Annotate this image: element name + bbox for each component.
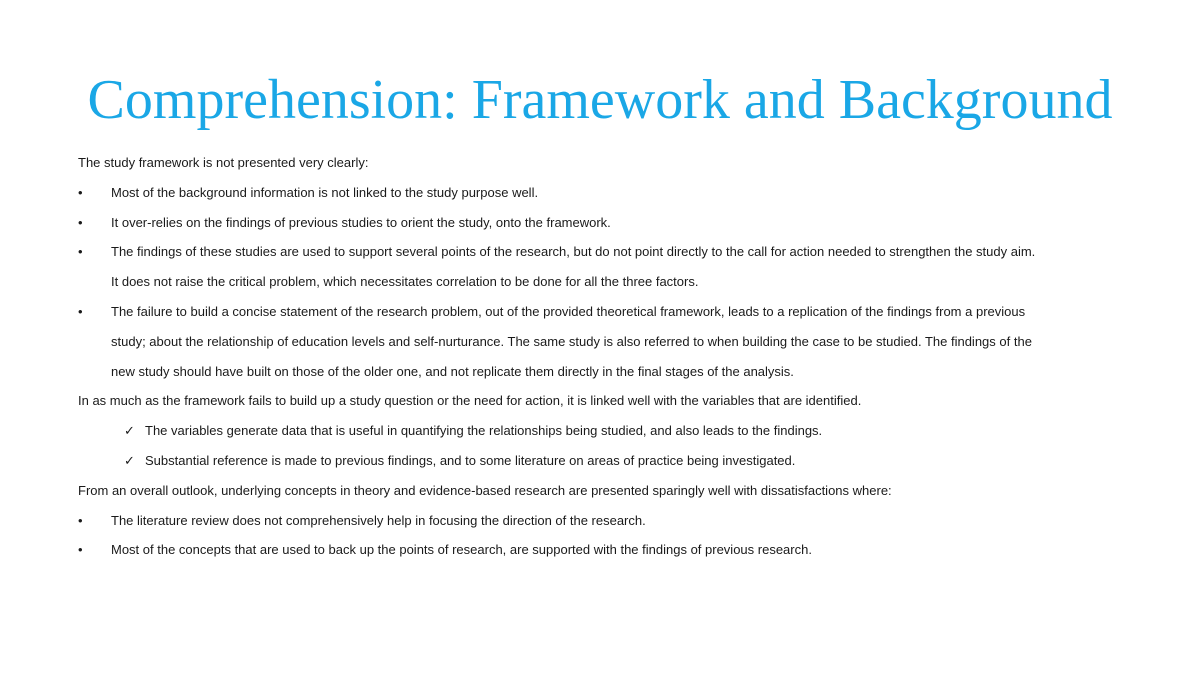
list-item-text: The literature review does not comprehensively help in focusing the direction of the research. <box>111 512 646 528</box>
slide-body <box>78 148 1098 565</box>
list-item-text: study; about the relationship of education levels and self-nurturance. The same study is also referred to when building the case to be studied. The findings of the <box>111 333 1032 349</box>
bullet-mark: • <box>78 184 83 200</box>
bullet-mark: • <box>78 214 83 230</box>
list-item <box>78 506 1098 536</box>
intro-paragraph: The study framework is not presented very clearly: <box>78 155 369 170</box>
list-item <box>78 297 1098 386</box>
slide-title: Comprehension: Framework and Background <box>87 69 1113 131</box>
list-item-text: The findings of these studies are used to support several points of the research, but do not point directly to the call for action needed to strengthen the study aim. <box>111 244 1036 260</box>
checkmark-icon: ✓ <box>124 423 135 439</box>
list-item <box>78 178 1098 208</box>
check-item-text: The variables generate data that is useful in quantifying the relationships being studied, and also leads to the findings. <box>145 423 823 439</box>
bullet-list-framework <box>78 178 1098 387</box>
bullet-list-concepts <box>78 506 1098 566</box>
outro-paragraph: From an overall outlook, underlying concepts in theory and evidence-based research are presented sparingly well with dissatisfactions where: <box>78 482 892 498</box>
list-item-text: Most of the background information is not linked to the study purpose well. <box>111 184 539 200</box>
bullet-mark: • <box>78 542 83 558</box>
list-item-text: It does not raise the critical problem, which necessitates correlation to be done for all the three factors. <box>111 274 699 290</box>
checkmark-icon: ✓ <box>124 452 135 468</box>
list-item-text: The failure to build a concise statement of the research problem, out of the provided theoretical framework, leads to a replication of the findings from a previous <box>111 303 1026 319</box>
check-item <box>78 416 1098 446</box>
middle-paragraph: In as much as the framework fails to build up a study question or the need for action, it is linked well with the variables that are identified. <box>78 393 862 409</box>
list-item-text: new study should have built on those of the older one, and not replicate them directly in the final stages of the analysis. <box>111 363 794 379</box>
list-item-text: Most of the concepts that are used to back up the points of research, are supported with the findings of previous research. <box>111 542 812 558</box>
bullet-mark: • <box>78 303 83 319</box>
check-list-variables <box>78 416 1098 476</box>
bullet-mark: • <box>78 244 83 260</box>
list-item-text: It over-relies on the findings of previous studies to orient the study, onto the framework. <box>111 214 611 230</box>
list-item <box>78 208 1098 238</box>
check-item-text: Substantial reference is made to previous findings, and to some literature on areas of practice being investigated. <box>145 452 796 468</box>
list-item <box>78 535 1098 565</box>
bullet-mark: • <box>78 512 83 528</box>
list-item <box>78 237 1098 297</box>
check-item <box>78 446 1098 476</box>
